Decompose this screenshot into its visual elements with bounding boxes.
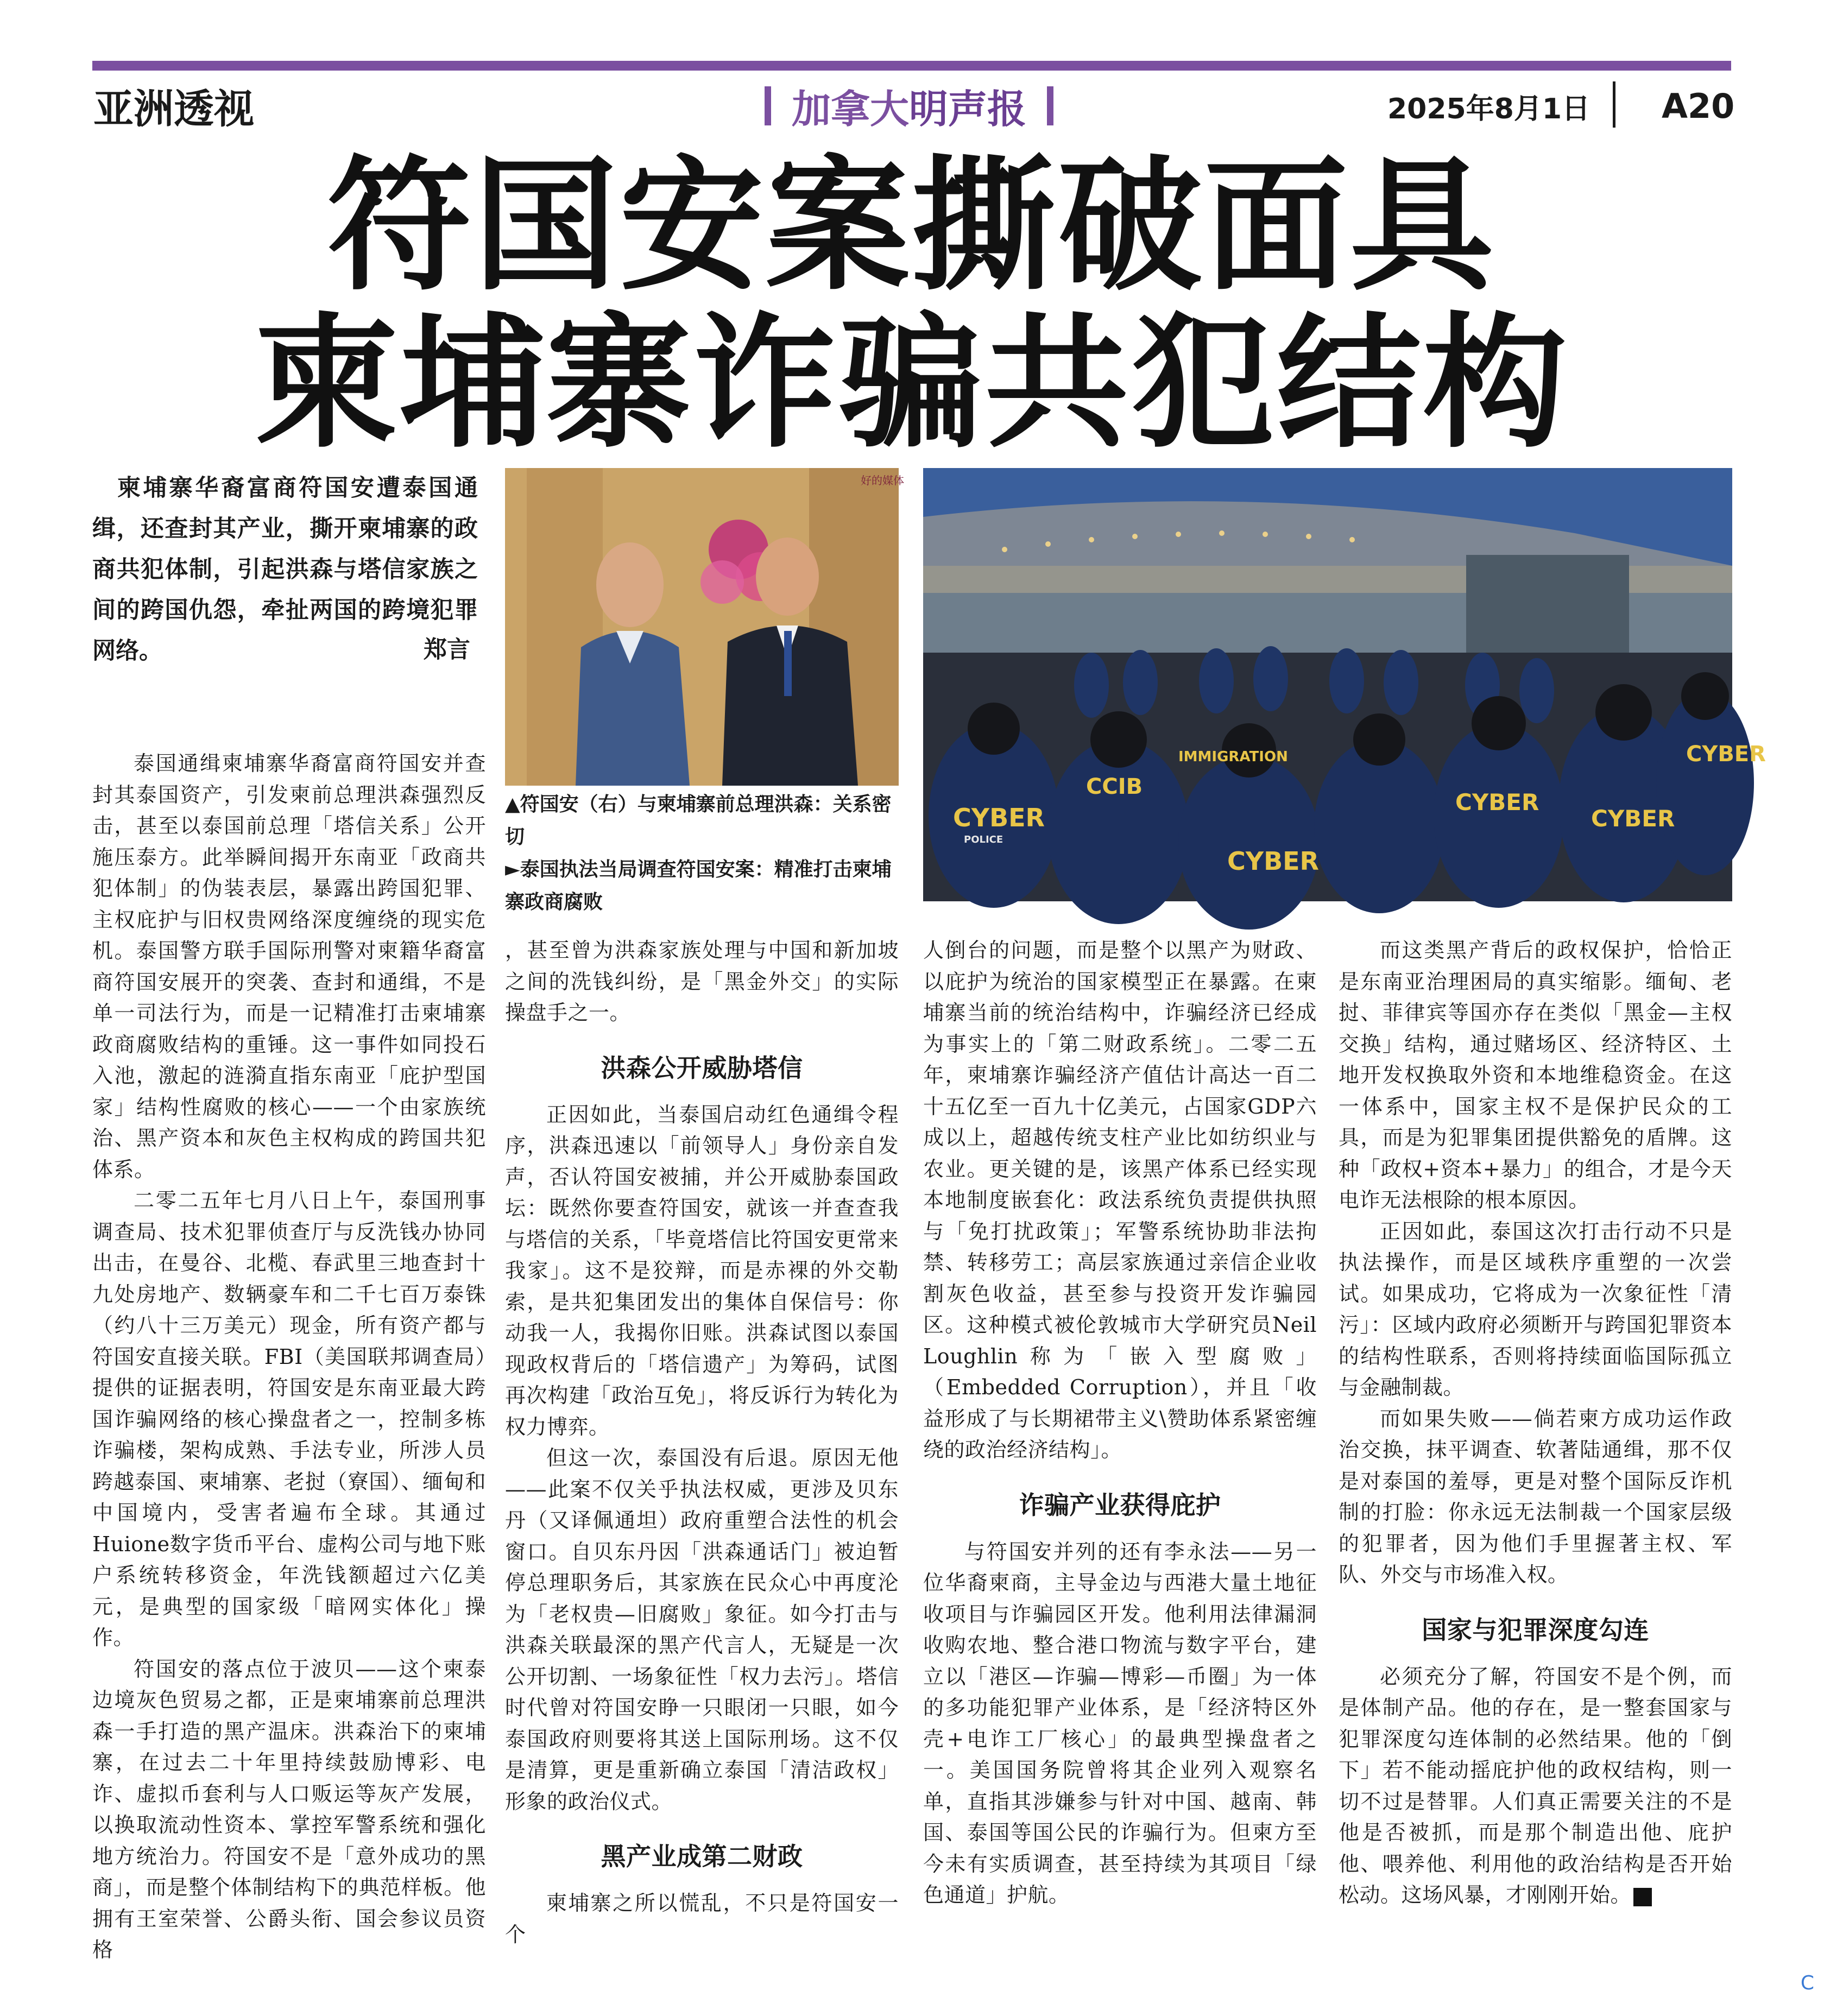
article-column-2 <box>505 935 899 1950</box>
cyber-label-2: CYBER <box>1227 846 1319 876</box>
col4-paragraph-final <box>1339 1661 1732 1911</box>
police-label-1: POLICE <box>964 834 1003 845</box>
col4-paragraph-2: 正因如此，泰国这次打击行动不只是执法操作，而是区域秩序重塑的一次尝试。如果成功，它将成为一次象征性「清污」：区域内政府必须断开与跨国犯罪资本的结构性联系，否则将持续面临国际孤立与金融制裁。 <box>1339 1219 1732 1399</box>
headline-line-1: 符国安案撕破面具 <box>327 143 1496 310</box>
article-column-4 <box>1339 935 1732 1911</box>
col1-paragraph-2: 二零二五年七月八日上午，泰国刑事调查局、技术犯罪侦查厅与反洗钱办协同出击，在曼谷、北榄、春武里三地查封十九处房地产、数辆豪车和二千七百万泰铢（约八十三万美元）现金，所有资产都与符国安直接关联。FBI（美国联邦调查局）提供的证据表明，符国安是东南亚最大跨国诈骗网络的核心操盘者之一，控制多栋诈骗楼，架构成熟、手法专业，所涉人员跨越泰国、柬埔寨、老挝（寮国）、缅甸和中国境内，受害者遍布全球。其通过Huione数字货币平台、虚构公司与地下账户系统转移资金，年洗钱额超过六亿美元，是典型的国家级「暗网实体化」操作。 <box>92 1189 486 1650</box>
col1-paragraph-3: 符国安的落点位于波贝——这个柬泰边境灰色贸易之都，正是柬埔寨前总理洪森一手打造的黑产温床。洪森治下的柬埔寨，在过去二十年里持续鼓励博彩、电诈、虚拟币套利与人口贩运等灰产发展，以换取流动性资本、掌控军警系统和强化地方统治力。符国安不是「意外成功的黑商」，而是整个体制结构下的典范样板。他拥有王室荣誉、公爵头衔、国会参议员资格 <box>92 1657 486 1962</box>
byline: 郑言 <box>424 636 470 663</box>
cyber-label-1: CYBER <box>953 803 1045 832</box>
col2-paragraph-2: 但这一次，泰国没有后退。原因无他——此案不仅关乎执法权威，更涉及贝东丹（又译佩通坦）政府重塑合法性的机会窗口。自贝东丹因「洪森通话门」被迫暂停总理职务后，其家族在民众心中再度沦为「老权贵—旧腐败」象征。如今打击与洪森关联最深的黑产代言人，无疑是一次公开切割、一场象征性「权力去污」。塔信时代曾对符国安睁一只眼闭一只眼，如今泰国政府则要将其送上国际刑场。这不仅是清算，更是重新确立泰国「清洁政权」形象的政治仪式。 <box>505 1446 899 1813</box>
masthead-brand: 明声报 <box>909 86 1027 132</box>
caption-1: ▲符国安（右）与柬埔寨前总理洪森：关系密切 <box>505 793 892 848</box>
masthead-prefix: 加拿大 <box>792 86 910 132</box>
photo1-illustration <box>505 468 904 786</box>
cyber-label-3: CYBER <box>1455 789 1539 816</box>
page-number: A20 <box>1662 86 1735 126</box>
subhead-fraud-protected: 诈骗产业获得庇护 <box>1019 1490 1221 1520</box>
end-mark <box>1633 1888 1652 1906</box>
masthead-bar-left <box>765 86 771 125</box>
subhead-state-crime-nexus: 国家与犯罪深度勾连 <box>1422 1615 1649 1645</box>
header-divider <box>1613 81 1615 128</box>
corner-mark: C <box>1800 1972 1814 1994</box>
subhead-second-finance: 黑产业成第二财政 <box>601 1842 803 1871</box>
article-column-3 <box>923 935 1317 1911</box>
headline-line-2: 柬埔寨诈骗共犯结构 <box>254 300 1569 467</box>
col3-paragraph-1: 与符国安并列的还有李永法——另一位华裔柬商，主导金边与西港大量土地征收项目与诈骗园区开发。他利用法律漏洞收购农地、整合港口物流与数字平台，建立以「港区—诈骗—博彩—币圈」为一体的多功能犯罪产业体系，是「经济特区外壳+电诈工厂核心」的最典型操盘者之一。美国国务院曾将其企业列入观察名单，直指其涉嫌参与针对中国、越南、韩国、泰国等国公民的诈骗行为。但柬方至今未有实质调查，甚至持续为其项目「绿色通道」护航。 <box>923 1539 1317 1907</box>
col4-final-text: 必须充分了解，符国安不是个例，而是体制产品。他的存在，是一整套国家与犯罪深度勾连体制的必然结果。他的「倒下」若不能动摇庇护他的政权结构，则一切不过是替罪。人们真正需要关注的不是他是否被抓，而是那个制造出他、庇护他、喂养他、利用他的政治结构是否开始松动。这场风暴，才刚刚开始。 <box>1339 1664 1732 1907</box>
top-accent-rule <box>92 61 1731 71</box>
masthead <box>744 81 1074 130</box>
immigration-label: IMMIGRATION <box>1178 749 1288 765</box>
photo-hun-sen-and-subject <box>505 468 904 786</box>
masthead-bar-right <box>1047 86 1053 125</box>
col2-paragraph-3: 柬埔寨之所以慌乱，不只是符国安一个 <box>505 1891 899 1947</box>
article-column-1 <box>92 748 486 1966</box>
col3-continuation: 人倒台的问题，而是整个以黑产为财政、以庇护为统治的国家模型正在暴露。在柬埔寨当前的统治结构中，诈骗经济已经成为事实上的「第二财政系统」。二零二五年，柬埔寨诈骗经济产值估计高达一百二十五亿至一百九十亿美元，占国家GDP六成以上，超越传统支柱产业比如纺织业与农业。更关键的是，该黑产体系已经实现本地制度嵌套化：政法系统负责提供执照与「免打扰政策」；军警系统协助非法拘禁、转移劳工；高层家族通过亲信企业收割灰色收益，甚至参与投资开发诈骗园区。这种模式被伦敦城市大学研究员Neil Loughlin称为「嵌入型腐败」（Embedded Corruption），并且「收益形成了与长期裙带主义\赞助体系紧密缠绕的政治经济结构」。 <box>923 938 1317 1462</box>
issue-date: 2025年8月1日 <box>1387 92 1591 125</box>
photo2-illustration <box>923 468 1766 901</box>
subhead-hun-sen-threat: 洪森公开威胁塔信 <box>601 1053 803 1083</box>
col4-paragraph-3: 而如果失败——倘若柬方成功运作政治交换，抹平调查、软著陆通缉，那不仅是对泰国的羞辱，更是对整个国际反诈机制的打脸：你永远无法制裁一个国家层级的犯罪者，因为他们手里握著主权、军队、外交与市场准入权。 <box>1339 1406 1732 1587</box>
cyber-label-4: CYBER <box>1591 805 1675 832</box>
photo-police-briefing <box>923 468 1766 901</box>
caption-2: ►泰国执法当局调查符国安案：精准打击柬埔寨政商腐败 <box>505 858 892 913</box>
photo1-watermark: 好的媒体 <box>861 474 904 487</box>
photo-captions <box>505 788 907 919</box>
lead-paragraph: 柬埔寨华裔富商符国安遭泰国通缉，还查封其产业，撕开柬埔寨的政商共犯体制，引起洪森与塔信家族之间的跨国仇怨，牵扯两国的跨境犯罪网络。 <box>92 475 478 665</box>
col4-paragraph-1: 而这类黑产背后的政权保护，恰恰正是东南亚治理困局的真实缩影。缅甸、老挝、菲律宾等国亦存在类似「黑金—主权交换」结构，通过赌场区、经济特区、土地开发权换取外资和本地维稳资金。在这一体系中，国家主权不是保护民众的工具，而是为犯罪集团提供豁免的盾牌。这种「政权+资本+暴力」的组合，才是今天电诈无法根除的根本原因。 <box>1339 938 1732 1212</box>
col1-paragraph-1: 泰国通缉柬埔寨华裔富商符国安并查封其泰国资产，引发柬前总理洪森强烈反击，甚至以泰国前总理「塔信关系」公开施压泰方。此举瞬间揭开东南亚「政商共犯体制」的伪装表层，暴露出跨国犯罪、主权庇护与旧权贵网络深度缠绕的现实危机。泰国警方联手国际刑警对柬籍华裔富商符国安展开的突袭、查封和通缉，不是单一司法行为，而是一记精准打击柬埔寨政商腐败结构的重锤。这一事件如同投石入池，激起的涟漪直指东南亚「庇护型国家」结构性腐败的核心——一个由家族统治、黑产资本和灰色主权构成的跨国共犯体系。 <box>92 751 486 1181</box>
ccib-label: CCIB <box>1086 774 1143 799</box>
col2-continuation: ，甚至曾为洪森家族处理与中国和新加坡之间的洗钱纠纷，是「黑金外交」的实际操盘手之一。 <box>505 938 899 1025</box>
section-name: 亚洲透视 <box>93 86 254 132</box>
cyber-label-5: CYBER <box>1686 742 1766 767</box>
col2-paragraph-1: 正因如此，当泰国启动红色通缉令程序，洪森迅速以「前领导人」身份亲自发声，否认符国安被捕，并公开威胁泰国政坛：既然你要查符国安，就该一并查查我与塔信的关系，「毕竟塔信比符国安更常来我家」。这不是狡辩，而是赤裸的外交勒索，是共犯集团发出的集体自保信号：你动我一人，我揭你旧账。洪森试图以泰国现政权背后的「塔信遗产」为筹码，试图再次构建「政治互免」，将反诉行为转化为权力博弈。 <box>505 1102 899 1439</box>
